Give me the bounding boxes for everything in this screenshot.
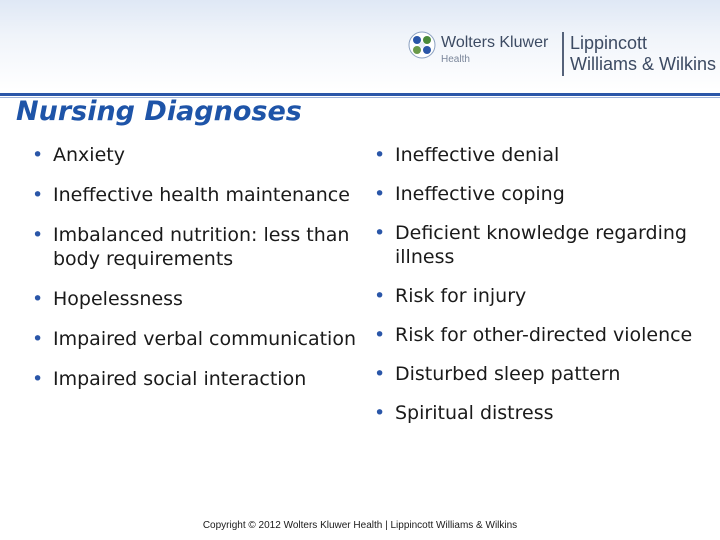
list-item: • Spiritual distress [372,401,712,425]
wolters-kluwer-globe-icon [407,30,437,60]
list-item: • Anxiety [30,143,360,167]
list-item: • Impaired verbal communication [30,327,360,351]
publisher-logo [407,30,717,80]
list-item: • Impaired social interaction [30,367,360,391]
diagnoses-list-left [30,143,360,407]
list-item: • Risk for injury [372,284,712,308]
brand-primary: Wolters Kluwer [441,34,549,51]
list-item: • Ineffective coping [372,182,712,206]
list-item: • Risk for other-directed violence [372,323,712,347]
brand-secondary-line1: Lippincott [570,33,648,53]
list-item: • Deficient knowledge regarding illness [372,221,712,269]
list-item: • Imbalanced nutrition: less than body requirements [30,223,360,271]
list-item: • Ineffective health maintenance [30,183,360,207]
brand-sub: Health [441,54,470,65]
copyright-footer: Copyright © 2012 Wolters Kluwer Health | Lippincott Williams & Wilkins [202,520,518,531]
list-item: • Ineffective denial [372,143,712,167]
slide-title: Nursing Diagnoses [16,96,302,127]
list-item: • Hopelessness [30,287,360,311]
diagnoses-list-right [372,143,712,440]
list-item: • Disturbed sleep pattern [372,362,712,386]
brand-secondary-line2: Williams & Wilkins [570,54,716,74]
logo-divider [562,32,564,76]
